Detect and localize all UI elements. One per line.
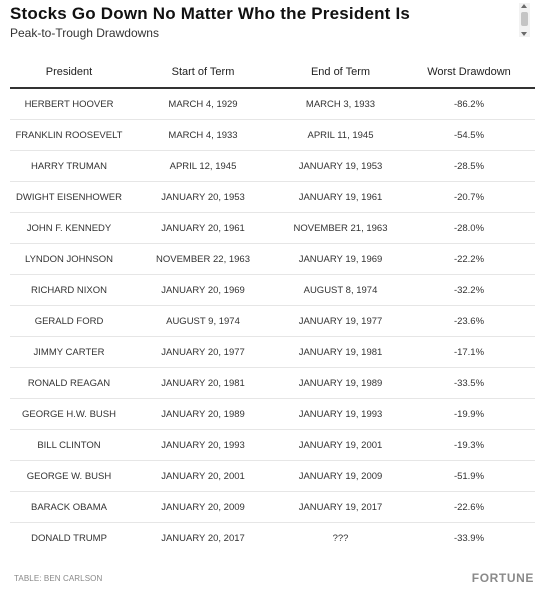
president-cell: LYNDON JOHNSON bbox=[10, 244, 128, 275]
start-of-term-cell: NOVEMBER 22, 1963 bbox=[128, 244, 278, 275]
end-of-term-cell: JANUARY 19, 1989 bbox=[278, 368, 403, 399]
president-cell: RONALD REAGAN bbox=[10, 368, 128, 399]
worst-drawdown-cell: -17.1% bbox=[403, 337, 535, 368]
start-of-term-cell: JANUARY 20, 2017 bbox=[161, 532, 245, 544]
table-row bbox=[10, 151, 535, 182]
scroll-up-arrow-icon[interactable] bbox=[521, 4, 527, 8]
start-of-term-cell: JANUARY 20, 1961 bbox=[128, 213, 278, 244]
table-row bbox=[10, 461, 535, 492]
scroll-thumb[interactable] bbox=[521, 12, 528, 26]
end-of-term-cell: JANUARY 19, 2009 bbox=[278, 461, 403, 492]
start-of-term-cell: JANUARY 20, 2001 bbox=[128, 461, 278, 492]
table-row bbox=[10, 337, 535, 368]
president-cell: HARRY TRUMAN bbox=[10, 151, 128, 182]
president-cell: BILL CLINTON bbox=[10, 430, 128, 461]
president-cell: GEORGE H.W. BUSH bbox=[10, 399, 128, 430]
start-of-term-cell: JANUARY 20, 1969 bbox=[128, 275, 278, 306]
table-row bbox=[10, 88, 535, 120]
end-of-term-cell: JANUARY 19, 2001 bbox=[278, 430, 403, 461]
president-cell: RICHARD NIXON bbox=[10, 275, 128, 306]
worst-drawdown-cell: -54.5% bbox=[403, 120, 535, 151]
table-row bbox=[10, 120, 535, 151]
end-of-term-cell: NOVEMBER 21, 1963 bbox=[278, 213, 403, 244]
worst-drawdown-cell: -22.6% bbox=[403, 492, 535, 523]
worst-drawdown-cell: -51.9% bbox=[403, 461, 535, 492]
end-of-term-cell: ??? bbox=[332, 532, 349, 544]
worst-drawdown-cell: -20.7% bbox=[403, 182, 535, 213]
worst-drawdown-cell: -19.3% bbox=[403, 430, 535, 461]
table-row bbox=[10, 368, 535, 399]
end-of-term-cell: JANUARY 19, 1961 bbox=[278, 182, 403, 213]
vertical-scrollbar[interactable] bbox=[519, 3, 530, 37]
start-of-term-cell: JANUARY 20, 1981 bbox=[128, 368, 278, 399]
president-cell: FRANKLIN ROOSEVELT bbox=[10, 120, 128, 151]
table-body bbox=[10, 88, 535, 553]
president-cell: GERALD FORD bbox=[10, 306, 128, 337]
table-row bbox=[10, 182, 535, 213]
worst-drawdown-cell: -23.6% bbox=[403, 306, 535, 337]
column-header-worst-drawdown: Worst Drawdown bbox=[403, 57, 535, 88]
scroll-down-arrow-icon[interactable] bbox=[521, 32, 527, 36]
worst-drawdown-cell: -19.9% bbox=[403, 399, 535, 430]
president-cell: DONALD TRUMP bbox=[31, 532, 107, 544]
table-credit: TABLE: BEN CARLSON bbox=[14, 574, 103, 583]
end-of-term-cell: JANUARY 19, 1953 bbox=[278, 151, 403, 182]
start-of-term-cell: JANUARY 20, 2009 bbox=[128, 492, 278, 523]
end-of-term-cell: AUGUST 8, 1974 bbox=[278, 275, 403, 306]
worst-drawdown-cell: -33.9% bbox=[453, 532, 485, 544]
fortune-logo: FORTUNE bbox=[471, 571, 534, 585]
worst-drawdown-cell: -86.2% bbox=[403, 88, 535, 120]
start-of-term-cell: JANUARY 20, 1953 bbox=[128, 182, 278, 213]
worst-drawdown-cell: -22.2% bbox=[403, 244, 535, 275]
chart-title: Stocks Go Down No Matter Who the President Is bbox=[10, 4, 411, 23]
end-of-term-cell: JANUARY 19, 1969 bbox=[278, 244, 403, 275]
end-of-term-cell: JANUARY 19, 1981 bbox=[278, 337, 403, 368]
end-of-term-cell: APRIL 11, 1945 bbox=[278, 120, 403, 151]
start-of-term-cell: JANUARY 20, 1993 bbox=[128, 430, 278, 461]
table-row bbox=[10, 492, 535, 523]
worst-drawdown-cell: -28.5% bbox=[403, 151, 535, 182]
president-cell: JIMMY CARTER bbox=[10, 337, 128, 368]
table-row bbox=[10, 523, 535, 554]
end-of-term-cell: JANUARY 19, 2017 bbox=[278, 492, 403, 523]
table-row bbox=[10, 275, 535, 306]
start-of-term-cell: JANUARY 20, 1977 bbox=[128, 337, 278, 368]
president-cell: DWIGHT EISENHOWER bbox=[10, 182, 128, 213]
drawdown-table bbox=[10, 57, 535, 553]
column-header-end-of-term: End of Term bbox=[278, 57, 403, 88]
worst-drawdown-cell: -28.0% bbox=[403, 213, 535, 244]
column-header-start-of-term: Start of Term bbox=[128, 57, 278, 88]
table-row bbox=[10, 306, 535, 337]
chart-footer bbox=[14, 571, 534, 587]
start-of-term-cell: MARCH 4, 1929 bbox=[128, 88, 278, 120]
chart-header bbox=[10, 4, 510, 40]
end-of-term-cell: JANUARY 19, 1977 bbox=[278, 306, 403, 337]
chart-subtitle: Peak-to-Trough Drawdowns bbox=[10, 26, 159, 40]
worst-drawdown-cell: -33.5% bbox=[403, 368, 535, 399]
president-cell: JOHN F. KENNEDY bbox=[10, 213, 128, 244]
table-row bbox=[10, 213, 535, 244]
worst-drawdown-cell: -32.2% bbox=[403, 275, 535, 306]
start-of-term-cell: AUGUST 9, 1974 bbox=[128, 306, 278, 337]
table-row bbox=[10, 430, 535, 461]
end-of-term-cell: JANUARY 19, 1993 bbox=[278, 399, 403, 430]
start-of-term-cell: APRIL 12, 1945 bbox=[128, 151, 278, 182]
column-header-president: President bbox=[10, 57, 128, 88]
start-of-term-cell: JANUARY 20, 1989 bbox=[128, 399, 278, 430]
president-cell: GEORGE W. BUSH bbox=[10, 461, 128, 492]
start-of-term-cell: MARCH 4, 1933 bbox=[128, 120, 278, 151]
table-row bbox=[10, 244, 535, 275]
end-of-term-cell: MARCH 3, 1933 bbox=[278, 88, 403, 120]
president-cell: BARACK OBAMA bbox=[10, 492, 128, 523]
table-header-row bbox=[10, 57, 535, 88]
president-cell: HERBERT HOOVER bbox=[10, 88, 128, 120]
table-row bbox=[10, 399, 535, 430]
